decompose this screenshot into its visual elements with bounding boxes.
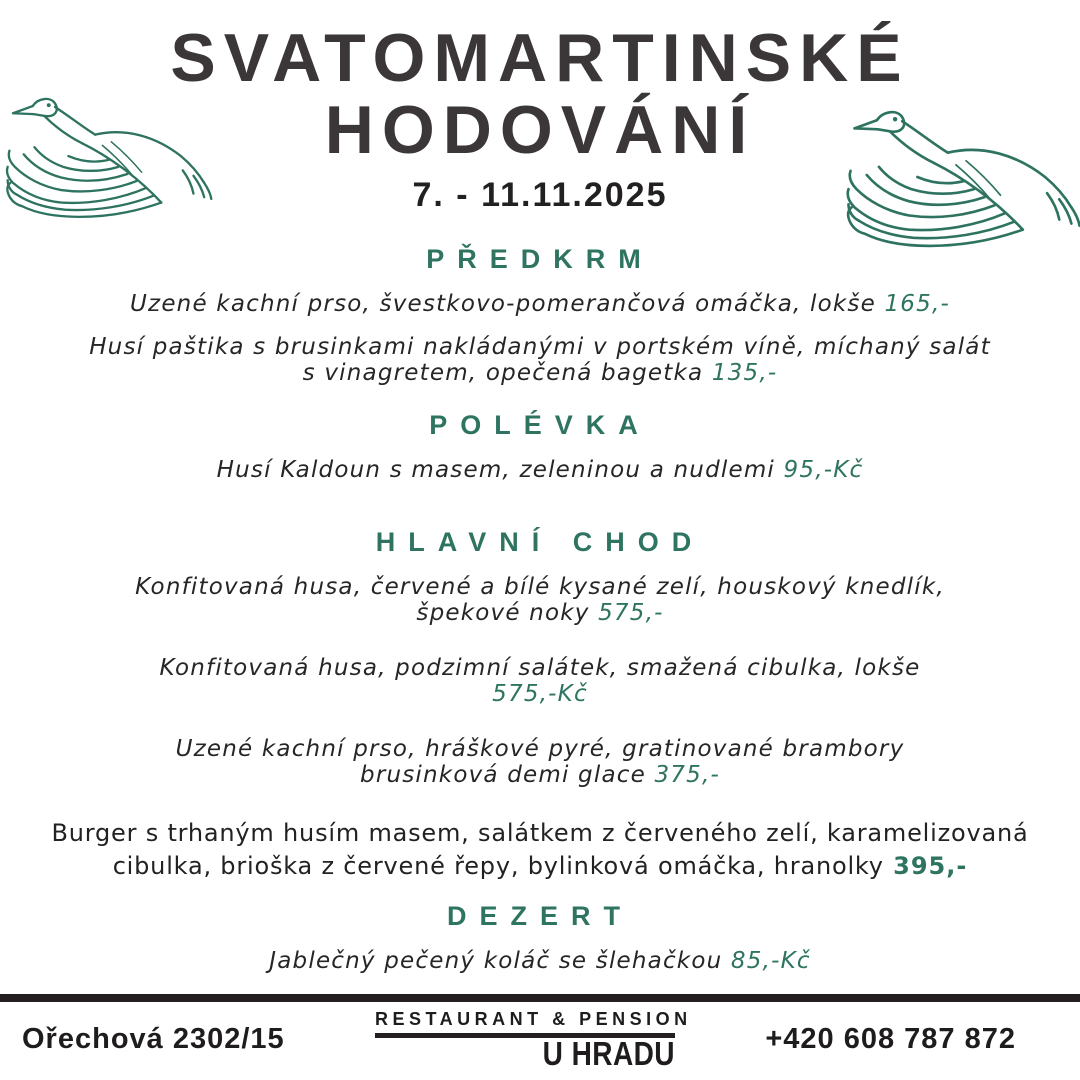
address-text: Ořechová 2302/15 [22,1022,285,1055]
event-dates: 7. - 11.11.2025 [412,176,668,214]
menu-item-line: Konfitovaná husa, podzimní salátek, smažená cibulka, lokše [159,655,921,681]
section-title: DEZERT [447,901,633,931]
menu-item-line: Husí paštika s brusinkami nakládanými v portském víně, míchaný salát [89,334,991,360]
phone-number: +420 608 787 872 [765,1022,1016,1055]
item-price: 85,-Kč [722,948,811,974]
menu-item [50,457,1030,483]
menu-item-line: Burger s trhaným husím masem, salátkem z červeného zelí, karamelizovaná [51,819,1029,847]
menu-item [50,948,1030,974]
menu-item-line: s vinagretem, opečená bagetka 135,- [302,360,778,386]
item-price: 575,-Kč [492,681,588,707]
logo-name: U HRADU [542,1035,675,1072]
menu-item [50,334,1030,386]
item-price: 165,- [875,291,950,317]
footer-divider-bar [0,994,1080,1002]
section-title: HLAVNÍ CHOD [375,527,705,557]
poster-title-line2: HODOVÁNÍ [324,92,756,168]
menu-section [0,901,1080,974]
menu-item-line: špekové noky 575,- [416,600,664,626]
menu-section [0,244,1080,386]
section-title: PŘEDKRM [426,244,654,274]
menu-item-line: cibulka, brioška z červené řepy, bylinková omáčka, hranolky 395,- [112,852,968,880]
section-title: POLÉVKA [429,410,651,440]
item-price: 575,- [589,600,664,626]
poster-footer [0,1002,1080,1080]
menu-item-line [50,681,1030,707]
item-price: 135,- [703,360,778,386]
item-price: 375,- [645,762,720,788]
menu-item-line: Uzené kachní prso, hráškové pyré, gratinované brambory [175,736,905,762]
menu-item [50,291,1030,317]
menu-item-line: Konfitovaná husa, červené a bílé kysané zelí, houskový knedlík, [135,574,945,600]
item-price: 395,- [883,852,968,880]
poster-title-line1: SVATOMARTINSKÉ [170,20,910,96]
restaurant-logo [375,1009,692,1072]
menu-item [50,574,1030,626]
menu-section [0,410,1080,483]
poster-header [0,0,1080,212]
menu-sections [0,212,1080,974]
menu-section [0,527,1080,883]
menu-item-line: Jablečný pečený koláč se šlehačkou 85,-Kč [269,948,811,974]
item-price: 95,-Kč [775,457,864,483]
menu-item-line: Husí Kaldoun s masem, zeleninou a nudlemi 95,-Kč [216,457,864,483]
menu-item-line: Uzené kachní prso, švestkovo-pomerančová omáčka, lokše 165,- [130,291,950,317]
menu-item-line: brusinková demi glace 375,- [360,762,720,788]
menu-item [50,736,1030,788]
menu-item [15,817,1065,883]
menu-item [50,655,1030,707]
logo-tagline: RESTAURANT & PENSION [375,1009,675,1038]
